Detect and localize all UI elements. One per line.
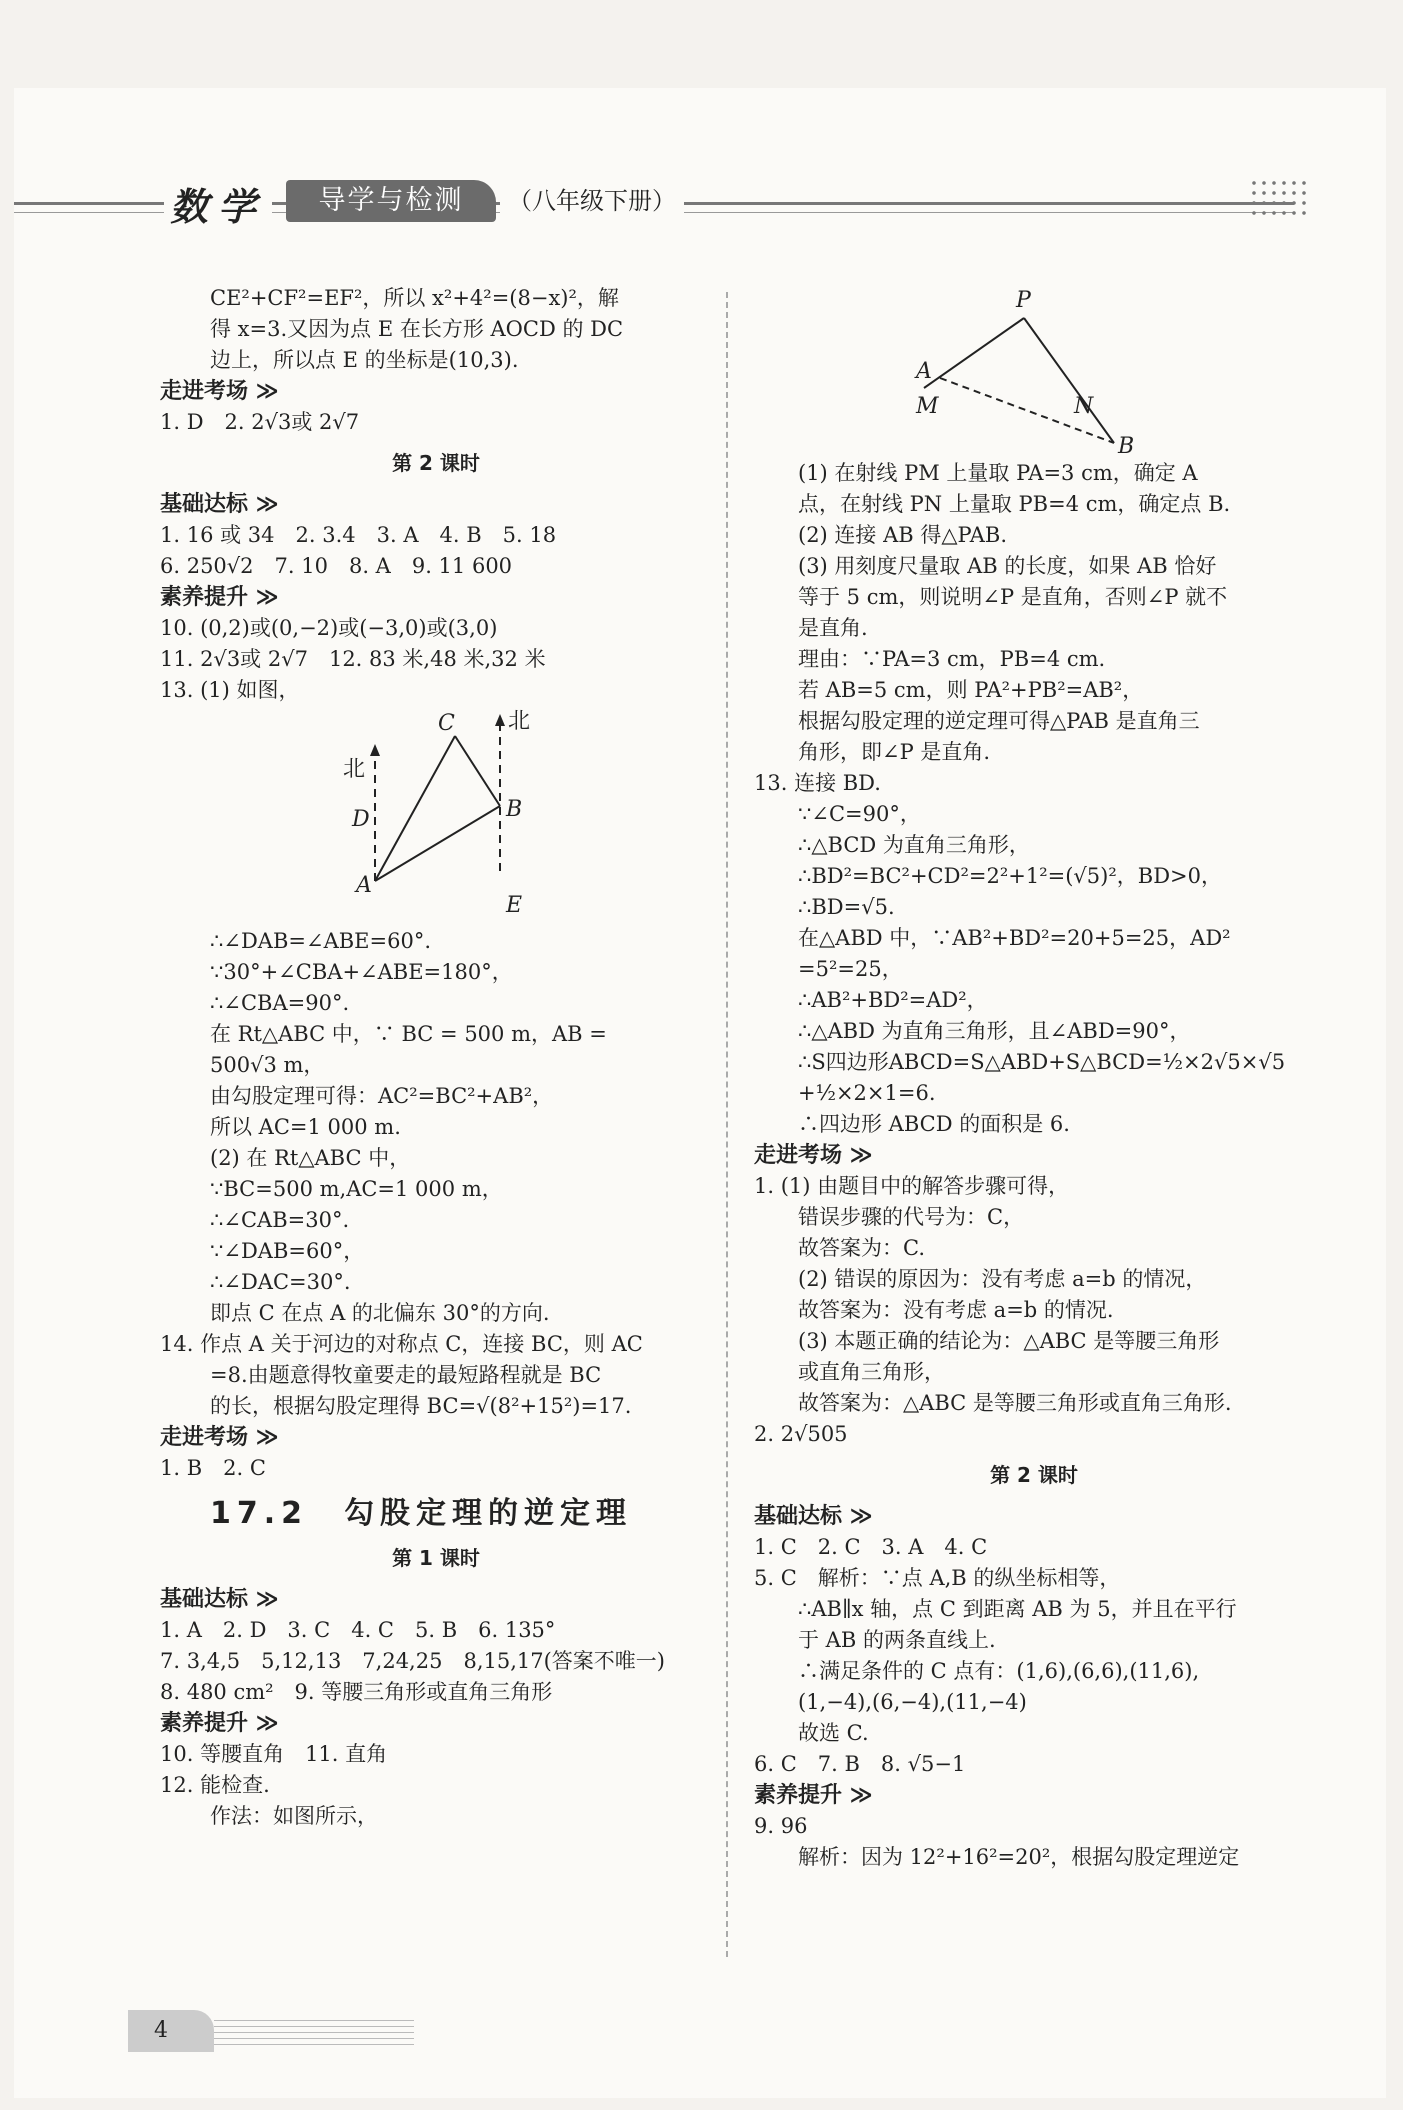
answer-line: 5. C 解析：∵点 A,B 的纵坐标相等，: [754, 1566, 1121, 1590]
page-header: [14, 178, 1294, 229]
answer-line: (1,−4),(6,−4),(11,−4): [798, 1690, 1027, 1714]
answer-line: 由勾股定理可得：AC²=BC²+AB²，: [210, 1084, 554, 1108]
answer-line: ∴△ABD 为直角三角形，且∠ABD=90°，: [798, 1019, 1191, 1043]
answer-line: 角形，即∠P 是直角.: [798, 740, 991, 764]
label-B: B: [1118, 434, 1135, 458]
series-tag: 导学与检测: [286, 180, 496, 222]
answer-line: CE²+CF²=EF²，所以 x²+4²=(8−x)²，解: [210, 286, 619, 310]
answer-line: (2) 在 Rt△ABC 中，: [210, 1146, 411, 1170]
answer-line: 1. (1) 由题目中的解答步骤可得，: [754, 1174, 1070, 1198]
right-column: [754, 283, 1314, 1873]
answer-line: ∵30°+∠CBA+∠ABE=180°，: [210, 960, 513, 984]
answer-line: 于 AB 的两条直线上.: [798, 1628, 996, 1652]
answer-line: 等于 5 cm，则说明∠P 是直角，否则∠P 就不: [798, 585, 1228, 609]
column-divider: [726, 292, 728, 1957]
section-heading: 基础达标 ≫: [160, 1587, 279, 1612]
answer-line: 2. 2√505: [754, 1422, 848, 1446]
answer-line: ∴BD=√5.: [798, 895, 895, 919]
section-heading: 素养提升 ≫: [754, 1783, 873, 1808]
answer-line: 1. B 2. C: [160, 1456, 266, 1480]
answer-line: 得 x=3.又因为点 E 在长方形 AOCD 的 DC: [210, 317, 624, 341]
answer-line: 11. 2√3或 2√7 12. 83 米,48 米,32 米: [160, 647, 546, 671]
answer-line: 13. 连接 BD.: [754, 771, 881, 795]
answer-line: ∴∠DAB=∠ABE=60°.: [210, 929, 432, 953]
answer-line: 在 Rt△ABC 中，∵ BC = 500 m，AB =: [210, 1022, 607, 1046]
grade-label: （八年级下册）: [500, 180, 684, 222]
lesson-heading: 第 2 课时: [990, 1463, 1078, 1487]
answer-line: 是直角.: [798, 616, 868, 640]
label-A: A: [356, 873, 372, 898]
answer-line: 故答案为：△ABC 是等腰三角形或直角三角形.: [798, 1391, 1232, 1415]
answer-line: (3) 用刻度尺量取 AB 的长度，如果 AB 恰好: [798, 554, 1217, 578]
answer-line: 点，在射线 PN 上量取 PB=4 cm，确定点 B.: [798, 492, 1231, 516]
answer-line: 的长，根据勾股定理得 BC=√(8²+15²)=17.: [210, 1394, 632, 1418]
page-number: 4: [128, 2010, 214, 2052]
segment-CB: [455, 736, 500, 806]
answer-line: 12. 能检查.: [160, 1773, 270, 1797]
answer-line: 1. C 2. C 3. A 4. C: [754, 1535, 988, 1559]
section-heading: 走进考场 ≫: [160, 1425, 279, 1450]
figure-angle-check: [904, 283, 1204, 458]
answer-line: 6. 250√2 7. 10 8. A 9. 11 600: [160, 554, 513, 578]
label-E: E: [506, 893, 523, 918]
answer-line: ∴AB²+BD²=AD²，: [798, 988, 988, 1012]
label-D: D: [352, 807, 370, 832]
answer-line: 理由：∵PA=3 cm，PB=4 cm.: [798, 647, 1106, 671]
ray-PM: [924, 318, 1024, 388]
answer-line: ∴满足条件的 C 点有：(1,6),(6,6),(11,6),: [798, 1659, 1200, 1683]
answer-line: 500√3 m，: [210, 1053, 325, 1077]
ray-PN: [1024, 318, 1114, 443]
label-N: N: [1074, 394, 1094, 419]
answer-line: ∴∠DAC=30°.: [210, 1270, 351, 1294]
answer-line: ∵∠DAB=60°，: [210, 1239, 365, 1263]
label-north-a: 北: [343, 757, 366, 782]
answer-line: 10. 等腰直角 11. 直角: [160, 1742, 388, 1766]
section-heading: 素养提升 ≫: [160, 1711, 279, 1736]
section-heading: 基础达标 ≫: [754, 1504, 873, 1529]
label-P: P: [1016, 288, 1031, 313]
left-column: [160, 283, 712, 1832]
answer-line: ∵∠C=90°，: [798, 802, 921, 826]
answer-line: 作法：如图所示，: [210, 1804, 378, 1828]
answer-line: 8. 480 cm² 9. 等腰三角形或直角三角形: [160, 1680, 553, 1704]
answer-line: 解析：因为 12²+16²=20²，根据勾股定理逆定: [798, 1845, 1240, 1869]
answer-line: 若 AB=5 cm，则 PA²+PB²=AB²，: [798, 678, 1144, 702]
subject-title: 数学: [164, 176, 272, 231]
answer-line: +½×2×1=6.: [798, 1081, 936, 1105]
answer-line: (1) 在射线 PM 上量取 PA=3 cm，确定 A: [798, 461, 1198, 485]
lesson-heading: 第 1 课时: [392, 1546, 480, 1570]
lesson-heading: 第 2 课时: [392, 451, 480, 475]
answer-line: ∴BD²=BC²+CD²=2²+1²=(√5)²，BD>0，: [798, 864, 1222, 888]
answer-line: 边上，所以点 E 的坐标是(10,3).: [210, 348, 519, 372]
answer-line: 1. 16 或 34 2. 3.4 3. A 4. B 5. 18: [160, 523, 557, 547]
label-north-b: 北: [508, 709, 531, 734]
answer-line: ∴∠CAB=30°.: [210, 1208, 350, 1232]
answer-line: 故答案为：C.: [798, 1236, 925, 1260]
answer-line: 即点 C 在点 A 的北偏东 30°的方向.: [210, 1301, 550, 1325]
segment-AC: [375, 736, 455, 881]
answer-line: 10. (0,2)或(0,−2)或(−3,0)或(3,0): [160, 616, 498, 640]
label-C: C: [438, 711, 455, 736]
section-heading: 走进考场 ≫: [160, 379, 279, 404]
answer-line: 7. 3,4,5 5,12,13 7,24,25 8,15,17(答案不唯一): [160, 1649, 665, 1673]
answer-line: 或直角三角形，: [798, 1360, 945, 1384]
answer-line: 所以 AC=1 000 m.: [210, 1115, 401, 1139]
answer-line: (2) 连接 AB 得△PAB.: [798, 523, 1007, 547]
answer-line: =8.由题意得牧童要走的最短路程就是 BC: [210, 1363, 602, 1387]
segment-AB: [375, 806, 500, 881]
answer-line: ∴S四边形ABCD=S△ABD+S△BCD=½×2√5×√5: [798, 1050, 1286, 1074]
answer-line: 在△ABD 中，∵AB²+BD²=20+5=25，AD²: [798, 926, 1231, 950]
answer-line: (3) 本题正确的结论为：△ABC 是等腰三角形: [798, 1329, 1220, 1353]
label-A: A: [916, 359, 932, 384]
label-M: M: [916, 394, 939, 419]
answer-line: ∴AB∥x 轴，点 C 到距离 AB 为 5，并且在平行: [798, 1597, 1237, 1621]
answer-line: 故答案为：没有考虑 a=b 的情况.: [798, 1298, 1114, 1322]
answer-line: =5²=25，: [798, 957, 903, 981]
label-B: B: [506, 797, 523, 822]
answer-line: ∴△BCD 为直角三角形，: [798, 833, 1030, 857]
answer-line: (2) 错误的原因为：没有考虑 a=b 的情况，: [798, 1267, 1207, 1291]
answer-line: 根据勾股定理的逆定理可得△PAB 是直角三: [798, 709, 1200, 733]
answer-line: 错误步骤的代号为：C，: [798, 1205, 1025, 1229]
footer-decoration: [214, 2020, 414, 2050]
answer-line: 9. 96: [754, 1814, 808, 1838]
answer-line: ∴四边形 ABCD 的面积是 6.: [798, 1112, 1070, 1136]
answer-line: 1. D 2. 2√3或 2√7: [160, 410, 360, 434]
answer-line: 6. C 7. B 8. √5−1: [754, 1752, 966, 1776]
arrow-up-icon: [495, 714, 505, 726]
section-heading: 基础达标 ≫: [160, 492, 279, 517]
section-heading: 素养提升 ≫: [160, 585, 279, 610]
arrow-up-icon: [370, 744, 380, 756]
answer-line: 故选 C.: [798, 1721, 869, 1745]
figure-north-bearing: [310, 706, 610, 926]
chapter-title: 17.2 勾股定理的逆定理: [210, 1496, 633, 1531]
answer-line: ∴∠CBA=90°.: [210, 991, 350, 1015]
answer-line: 14. 作点 A 关于河边的对称点 C，连接 BC，则 AC: [160, 1332, 643, 1356]
answer-line: ∵BC=500 m,AC=1 000 m，: [210, 1177, 503, 1201]
section-heading: 走进考场 ≫: [754, 1143, 873, 1168]
answer-line: 13. (1) 如图，: [160, 678, 300, 702]
dots-decoration-icon: [1249, 178, 1307, 218]
answer-line: 1. A 2. D 3. C 4. C 5. B 6. 135°: [160, 1618, 556, 1642]
